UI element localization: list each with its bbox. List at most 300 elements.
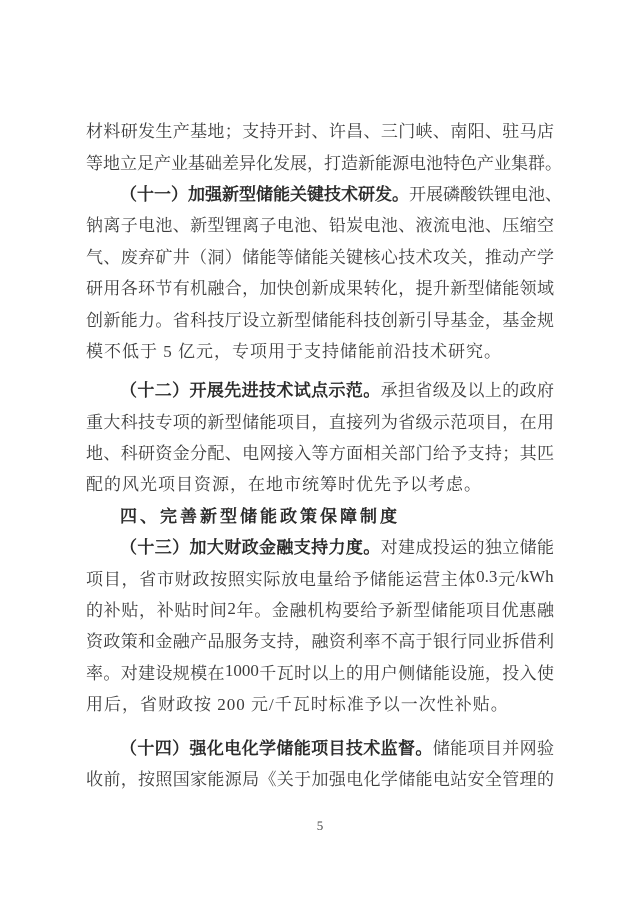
body-text: 阳 bbox=[467, 122, 485, 142]
bold-text: 学 bbox=[259, 738, 276, 758]
body-text: 色 bbox=[460, 153, 477, 173]
body-text: 等 bbox=[276, 247, 294, 267]
body-text: 在 bbox=[207, 663, 225, 683]
body-text: 补 bbox=[103, 601, 121, 621]
body-text: 网 bbox=[259, 444, 277, 464]
body-text: 气 bbox=[86, 247, 103, 267]
body-text: 省 bbox=[415, 381, 433, 401]
body-text: 产 bbox=[519, 247, 537, 267]
body-text: ， bbox=[484, 663, 502, 683]
body-text: 品 bbox=[207, 632, 225, 652]
body-text: 关 bbox=[450, 247, 468, 267]
body-text: 、 bbox=[224, 444, 242, 464]
body-text: 新 bbox=[450, 279, 468, 299]
body-text: 融 bbox=[289, 601, 307, 621]
body-text: 千 bbox=[259, 663, 277, 683]
body-text: 的 bbox=[346, 663, 364, 683]
body-text: 基 bbox=[502, 310, 520, 330]
body-text: 力 bbox=[138, 310, 156, 330]
body-text: 创 bbox=[294, 279, 312, 299]
bold-text: 技 bbox=[345, 738, 363, 758]
body-text: 科 bbox=[120, 444, 138, 464]
body-text: 矿 bbox=[155, 247, 173, 267]
body-text: 匹 bbox=[536, 444, 554, 464]
body-text: 和 bbox=[138, 632, 156, 652]
bold-text: 四 bbox=[154, 738, 172, 758]
body-text: 快 bbox=[276, 279, 294, 299]
body-text: 资 bbox=[86, 632, 103, 652]
body-text: 际 bbox=[263, 569, 281, 589]
body-text: 化 bbox=[363, 770, 381, 789]
body-text: 材 bbox=[86, 122, 103, 142]
body-text: 户 bbox=[380, 663, 398, 683]
body-text: 于 bbox=[415, 632, 433, 652]
body-text: 2 bbox=[227, 598, 236, 618]
body-text: 产 bbox=[172, 122, 190, 142]
bold-text: （ bbox=[120, 538, 137, 558]
body-text: 研 bbox=[138, 444, 156, 464]
body-text: 接 bbox=[346, 412, 364, 432]
bold-text: 强 bbox=[205, 184, 222, 204]
body-text: 瓦 bbox=[276, 663, 294, 683]
bold-text: 融 bbox=[276, 538, 294, 558]
body-text: 井 bbox=[172, 247, 190, 267]
body-text: 独 bbox=[484, 538, 502, 558]
bold-text: 化 bbox=[206, 738, 224, 758]
body-text: 成 bbox=[328, 279, 346, 299]
body-text: 技 bbox=[363, 310, 381, 330]
body-text: 设 bbox=[242, 310, 260, 330]
body-text: 。 bbox=[545, 153, 562, 173]
body-text: 群 bbox=[528, 153, 545, 173]
body-text: 门 bbox=[398, 122, 416, 142]
body-text: ， bbox=[294, 632, 312, 652]
body-text: 锂 bbox=[494, 184, 511, 204]
body-text: 、 bbox=[311, 122, 329, 142]
body-text: 新 bbox=[276, 310, 294, 330]
body-text: 融 bbox=[172, 632, 190, 652]
body-text: 业 bbox=[494, 153, 511, 173]
body-text: 池 bbox=[426, 153, 443, 173]
bold-text: 试 bbox=[293, 381, 311, 401]
bold-text: 财 bbox=[224, 538, 242, 558]
body-text: 项 bbox=[276, 412, 294, 432]
body-text: 借 bbox=[519, 632, 537, 652]
body-text: 金 bbox=[271, 601, 289, 621]
bold-text: 术 bbox=[341, 184, 358, 204]
body-text: 酸 bbox=[460, 184, 477, 204]
text-line bbox=[86, 145, 562, 176]
body-text: 运 bbox=[450, 538, 468, 558]
body-text: 放 bbox=[281, 569, 299, 589]
body-text: 方 bbox=[328, 444, 346, 464]
body-text: 重 bbox=[86, 412, 103, 432]
body-text: 等 bbox=[86, 153, 103, 173]
body-text: 部 bbox=[398, 444, 416, 464]
body-text: 电 bbox=[409, 153, 426, 173]
body-text: 的 bbox=[536, 770, 554, 789]
body-text: 、 bbox=[363, 122, 381, 142]
body-text: 池 bbox=[380, 216, 398, 236]
body-text: 建 bbox=[138, 663, 156, 683]
body-text: 省 bbox=[172, 310, 190, 330]
body-text: 局 bbox=[242, 770, 260, 789]
body-text: 配的风光项目资源，在地市统筹时优先予以考虑。 bbox=[86, 475, 482, 495]
body-text: 能 bbox=[502, 279, 520, 299]
body-text: 基 bbox=[190, 122, 208, 142]
body-text: 料 bbox=[103, 122, 121, 142]
body-text: 率 bbox=[363, 632, 381, 652]
body-text: 、 bbox=[311, 216, 329, 236]
body-text: 储 bbox=[415, 663, 433, 683]
body-text: 大 bbox=[103, 412, 121, 432]
body-text: 不 bbox=[380, 632, 398, 652]
bold-text: 键 bbox=[307, 184, 324, 204]
body-text: 三 bbox=[380, 122, 398, 142]
body-text: 目 bbox=[294, 412, 312, 432]
body-text: 础 bbox=[205, 153, 222, 173]
body-text: 级 bbox=[432, 381, 450, 401]
body-text: 新 bbox=[311, 279, 329, 299]
body-text: （ bbox=[190, 247, 208, 267]
body-text: 站 bbox=[450, 770, 468, 789]
body-text: 用 bbox=[363, 663, 381, 683]
body-text: 府 bbox=[537, 381, 554, 401]
body-text: 、 bbox=[398, 216, 416, 236]
body-text: 国 bbox=[172, 770, 190, 789]
body-text: 给 bbox=[334, 569, 352, 589]
bold-text: ） bbox=[172, 738, 190, 758]
body-text: 范 bbox=[450, 412, 468, 432]
body-text: 立 bbox=[259, 310, 277, 330]
body-text: 用 bbox=[103, 279, 121, 299]
body-text: 封 bbox=[294, 122, 312, 142]
body-text: 行 bbox=[450, 632, 468, 652]
body-text: 利 bbox=[536, 632, 554, 652]
bold-text: 展 bbox=[206, 381, 224, 401]
body-text: 能 bbox=[387, 569, 405, 589]
body-text: 地 bbox=[103, 153, 120, 173]
body-text: 造 bbox=[341, 153, 358, 173]
body-text: ， bbox=[242, 279, 260, 299]
body-text: 马 bbox=[519, 122, 537, 142]
body-text: 规 bbox=[536, 310, 554, 330]
text-line bbox=[86, 114, 554, 145]
body-text: 予 bbox=[450, 444, 468, 464]
body-text: 级 bbox=[415, 412, 433, 432]
body-text: 池 bbox=[528, 184, 545, 204]
body-text: 生 bbox=[155, 122, 173, 142]
body-text: 升 bbox=[432, 279, 450, 299]
body-text: 地 bbox=[86, 444, 103, 464]
body-text: 节 bbox=[155, 279, 173, 299]
body-text: 业 bbox=[484, 632, 502, 652]
body-text: 照 bbox=[155, 770, 173, 789]
text-line bbox=[86, 271, 554, 302]
text-line bbox=[86, 302, 554, 333]
bold-text: ） bbox=[172, 381, 190, 401]
body-text: 能 bbox=[259, 247, 277, 267]
body-text: 项 bbox=[172, 412, 190, 432]
body-text: 时 bbox=[293, 663, 311, 683]
bold-text: 项 bbox=[311, 738, 329, 758]
body-text: 元 bbox=[498, 569, 516, 589]
text-line bbox=[86, 334, 554, 365]
body-text: 金 bbox=[467, 310, 485, 330]
body-text: 、 bbox=[103, 444, 121, 464]
body-text: 优 bbox=[501, 601, 519, 621]
body-text: 支 bbox=[242, 122, 260, 142]
body-text: 目 bbox=[484, 738, 502, 758]
body-text: 心 bbox=[380, 247, 398, 267]
body-text: 承 bbox=[380, 381, 398, 401]
body-text: 型 bbox=[224, 412, 242, 432]
bold-text: 十 bbox=[137, 538, 155, 558]
body-text: 异 bbox=[239, 153, 256, 173]
body-text: ， bbox=[121, 569, 139, 589]
body-text: 技 bbox=[207, 310, 225, 330]
body-text: 源 bbox=[392, 153, 409, 173]
body-text: 其 bbox=[519, 444, 537, 464]
body-text: 列 bbox=[363, 412, 381, 432]
bold-text: 度 bbox=[345, 538, 363, 558]
body-text: 技 bbox=[138, 412, 156, 432]
body-text: 能 bbox=[375, 153, 392, 173]
body-text: 分 bbox=[190, 444, 208, 464]
text-line bbox=[86, 208, 554, 239]
body-text: 门 bbox=[415, 444, 433, 464]
body-text: 政 bbox=[519, 381, 537, 401]
paragraph-start-line bbox=[86, 530, 554, 561]
bold-text: 督 bbox=[398, 738, 415, 758]
body-text: 务 bbox=[242, 632, 260, 652]
body-text: 电 bbox=[432, 770, 450, 789]
body-text: 市 bbox=[156, 569, 174, 589]
body-text: 展 bbox=[290, 153, 307, 173]
body-text: 储 bbox=[369, 569, 387, 589]
body-text: 型 bbox=[294, 310, 312, 330]
body-text: 并 bbox=[502, 738, 520, 758]
bold-text: 范 bbox=[345, 381, 363, 401]
body-text: 能 bbox=[415, 770, 433, 789]
body-text: 能 bbox=[207, 770, 225, 789]
bold-text: 强 bbox=[189, 738, 207, 758]
bold-text: 十 bbox=[137, 738, 155, 758]
body-text: 储 bbox=[430, 601, 448, 621]
body-text: 配 bbox=[207, 444, 225, 464]
body-text: 融 bbox=[536, 601, 554, 621]
bold-text: 政 bbox=[241, 538, 259, 558]
bold-text: 持 bbox=[311, 538, 329, 558]
body-text: 能 bbox=[432, 663, 450, 683]
body-text: 高 bbox=[398, 632, 416, 652]
body-text: 研 bbox=[120, 122, 138, 142]
body-text: 术 bbox=[415, 247, 433, 267]
body-text: 入 bbox=[294, 444, 312, 464]
body-text: ， bbox=[311, 412, 329, 432]
body-text: 池 bbox=[155, 216, 173, 236]
body-text: 入 bbox=[519, 663, 537, 683]
body-text: 技 bbox=[398, 247, 416, 267]
body-text: 、 bbox=[484, 216, 502, 236]
body-text: 融 bbox=[311, 632, 329, 652]
bold-text: 能 bbox=[293, 738, 311, 758]
body-text: 间 bbox=[209, 601, 227, 621]
body-text: 以 bbox=[467, 381, 485, 401]
body-text: 项 bbox=[467, 738, 485, 758]
body-text: 、 bbox=[103, 247, 121, 267]
body-text: 店 bbox=[536, 122, 554, 142]
bold-text: （ bbox=[120, 738, 137, 758]
body-text: 立 bbox=[502, 538, 520, 558]
body-text: 合 bbox=[224, 279, 242, 299]
body-text: ， bbox=[467, 247, 485, 267]
body-text: 立 bbox=[120, 153, 137, 173]
body-text: 钠 bbox=[86, 216, 103, 236]
bold-text: 。 bbox=[415, 738, 433, 758]
body-text: 对 bbox=[120, 663, 138, 683]
body-text: 施 bbox=[467, 663, 485, 683]
body-text: 动 bbox=[502, 247, 520, 267]
body-text: 储 bbox=[432, 738, 450, 758]
body-text: 利 bbox=[346, 632, 364, 652]
body-text: 、 bbox=[172, 216, 190, 236]
body-text: 压 bbox=[502, 216, 520, 236]
body-text: 关 bbox=[328, 247, 346, 267]
body-text: 创 bbox=[86, 310, 103, 330]
body-text: 环 bbox=[138, 279, 156, 299]
body-text: 引 bbox=[415, 310, 433, 330]
body-text: 攻 bbox=[432, 247, 450, 267]
body-text: 按 bbox=[210, 569, 228, 589]
document-body bbox=[86, 114, 562, 793]
body-text: 果 bbox=[346, 279, 364, 299]
body-text: 学 bbox=[536, 247, 554, 267]
bold-text: 支 bbox=[293, 538, 311, 558]
body-text: 上 bbox=[484, 381, 502, 401]
bold-text: 发 bbox=[375, 184, 392, 204]
body-text: 强 bbox=[328, 770, 346, 789]
body-text: 侧 bbox=[398, 663, 416, 683]
bold-text: 储 bbox=[276, 738, 294, 758]
body-text: 展 bbox=[426, 184, 443, 204]
body-text: 予 bbox=[377, 601, 395, 621]
body-text: 储 bbox=[294, 247, 312, 267]
body-text: 以 bbox=[311, 663, 329, 683]
body-text: /kWh bbox=[515, 567, 554, 587]
body-text: ， bbox=[139, 601, 157, 621]
body-text: 支 bbox=[259, 632, 277, 652]
body-text: 金 bbox=[155, 632, 173, 652]
body-text: 洞 bbox=[207, 247, 225, 267]
body-text: 型 bbox=[413, 601, 431, 621]
body-text: 机 bbox=[307, 601, 325, 621]
body-text: 财 bbox=[174, 569, 192, 589]
body-text: 融 bbox=[207, 279, 225, 299]
body-text: 面 bbox=[346, 444, 364, 464]
body-text: 有 bbox=[172, 279, 190, 299]
body-text: 量 bbox=[316, 569, 334, 589]
body-text: ， bbox=[307, 153, 324, 173]
body-text: 的 bbox=[86, 601, 103, 621]
body-text: 废 bbox=[120, 247, 138, 267]
bold-text: 。 bbox=[363, 381, 381, 401]
body-text: ， bbox=[502, 412, 520, 432]
body-text: 拆 bbox=[502, 632, 520, 652]
body-text: 足 bbox=[137, 153, 154, 173]
body-text: 持 bbox=[276, 632, 294, 652]
bold-text: 三 bbox=[154, 538, 172, 558]
body-text: 产 bbox=[154, 153, 171, 173]
body-text: 相 bbox=[363, 444, 381, 464]
body-text: 收 bbox=[86, 770, 103, 789]
body-text: 新 bbox=[207, 412, 225, 432]
body-text: 年 bbox=[236, 601, 254, 621]
body-text: 导 bbox=[432, 310, 450, 330]
body-text: 电 bbox=[298, 569, 316, 589]
bold-text: 十 bbox=[137, 184, 154, 204]
body-text: 离 bbox=[242, 216, 260, 236]
body-text: 地 bbox=[207, 122, 225, 142]
body-text: 省 bbox=[139, 569, 157, 589]
bold-text: 。 bbox=[363, 538, 381, 558]
body-text: 投 bbox=[432, 538, 450, 558]
bold-text: 监 bbox=[380, 738, 398, 758]
body-text: 贴 bbox=[174, 601, 192, 621]
body-text: 储 bbox=[398, 770, 416, 789]
bold-text: 关 bbox=[290, 184, 307, 204]
text-line bbox=[86, 762, 554, 793]
body-text: 机 bbox=[190, 279, 208, 299]
bold-text: 储 bbox=[256, 184, 273, 204]
body-text: 流 bbox=[432, 216, 450, 236]
body-text: ； bbox=[502, 444, 520, 464]
body-text: 基 bbox=[188, 153, 205, 173]
body-text: 开 bbox=[276, 122, 294, 142]
text-line bbox=[86, 624, 554, 655]
body-text: 储 bbox=[242, 412, 260, 432]
bold-text: 技 bbox=[259, 381, 276, 401]
body-text: 创 bbox=[380, 310, 398, 330]
body-text: 主 bbox=[440, 569, 458, 589]
paragraph-start-line bbox=[86, 373, 554, 404]
body-text: 管 bbox=[502, 770, 520, 789]
bold-text: 十 bbox=[137, 381, 155, 401]
body-text: 炭 bbox=[346, 216, 364, 236]
body-text: 模 bbox=[190, 663, 208, 683]
body-text: 驻 bbox=[502, 122, 520, 142]
section-heading bbox=[86, 499, 554, 530]
body-text: 、 bbox=[545, 184, 562, 204]
body-text: 能 bbox=[311, 247, 329, 267]
body-text: 许 bbox=[328, 122, 346, 142]
bold-text: 开 bbox=[189, 381, 207, 401]
body-text: 全 bbox=[484, 770, 502, 789]
body-text: 金 bbox=[172, 444, 190, 464]
body-text: 金 bbox=[519, 310, 537, 330]
body-text: 峡 bbox=[415, 122, 433, 142]
body-text: 模不低于 5 亿元，专项用于支持储能前沿技术研究。 bbox=[86, 341, 502, 361]
body-text: 规 bbox=[172, 663, 190, 683]
body-text: ） bbox=[224, 247, 242, 267]
body-text: ， bbox=[484, 310, 502, 330]
body-text: 域 bbox=[536, 279, 554, 299]
body-text: 发 bbox=[138, 122, 156, 142]
body-text: 设 bbox=[450, 663, 468, 683]
body-text: 能 bbox=[450, 738, 468, 758]
body-text: 科 bbox=[120, 412, 138, 432]
body-text: 科 bbox=[190, 310, 208, 330]
